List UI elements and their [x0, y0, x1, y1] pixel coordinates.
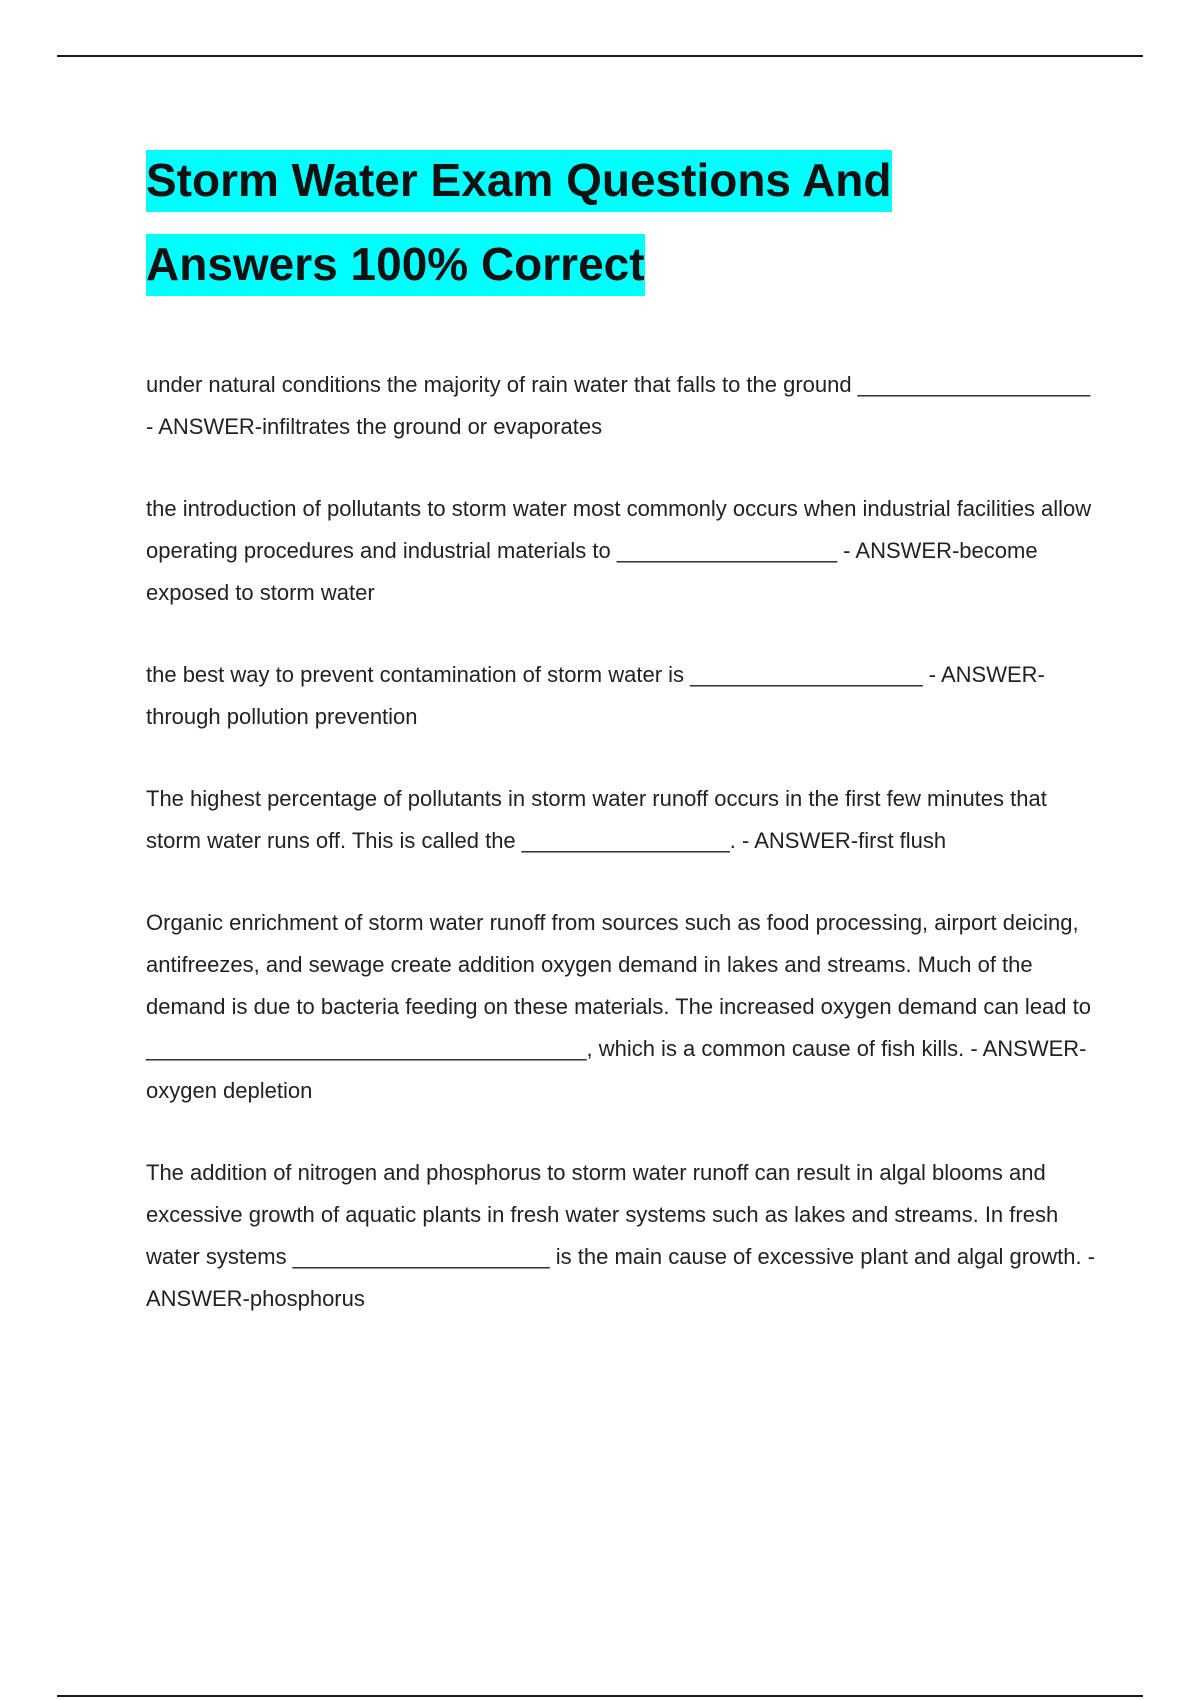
qa-item-2: the introduction of pollutants to storm water most commonly occurs when industrial facilities allow operating procedures and industrial materials to __________________ - ANSWER-become exposed to storm water [146, 496, 1092, 605]
qa-item-1: under natural conditions the majority of rain water that falls to the ground ___________________ - ANSWER-infiltrates the ground or evaporates [146, 372, 1091, 439]
qa-item-3: the best way to prevent contamination of storm water is ___________________ - ANSWER-through pollution prevention [146, 662, 1045, 729]
document-title [146, 138, 1096, 306]
title-line-2: Answers 100% Correct [146, 234, 645, 296]
qa-item-6: The addition of nitrogen and phosphorus to storm water runoff can result in algal blooms and excessive growth of aquatic plants in fresh water systems such as lakes and streams. In fresh water systems _____________________ is the main cause of excessive plant and algal growth. - ANSWER-phosphorus [146, 1160, 1096, 1311]
qa-item-4: The highest percentage of pollutants in storm water runoff occurs in the first few minutes that storm water runs off. This is called the _________________. - ANSWER-first flush [146, 786, 1047, 853]
footer-rule [57, 1695, 1143, 1697]
title-line-1: Storm Water Exam Questions And [146, 150, 892, 212]
qa-item-5: Organic enrichment of storm water runoff from sources such as food processing, airport deicing, antifreezes, and sewage create addition oxygen demand in lakes and streams. Much of the demand is due to bacteria feeding on these materials. The increased oxygen demand can lead to ____________________________________, which is a common cause of fish kills. - ANSWER-oxygen depletion [146, 910, 1091, 1103]
header-rule [57, 55, 1143, 57]
qa-list [146, 364, 1096, 1320]
document-content [146, 138, 1096, 1360]
